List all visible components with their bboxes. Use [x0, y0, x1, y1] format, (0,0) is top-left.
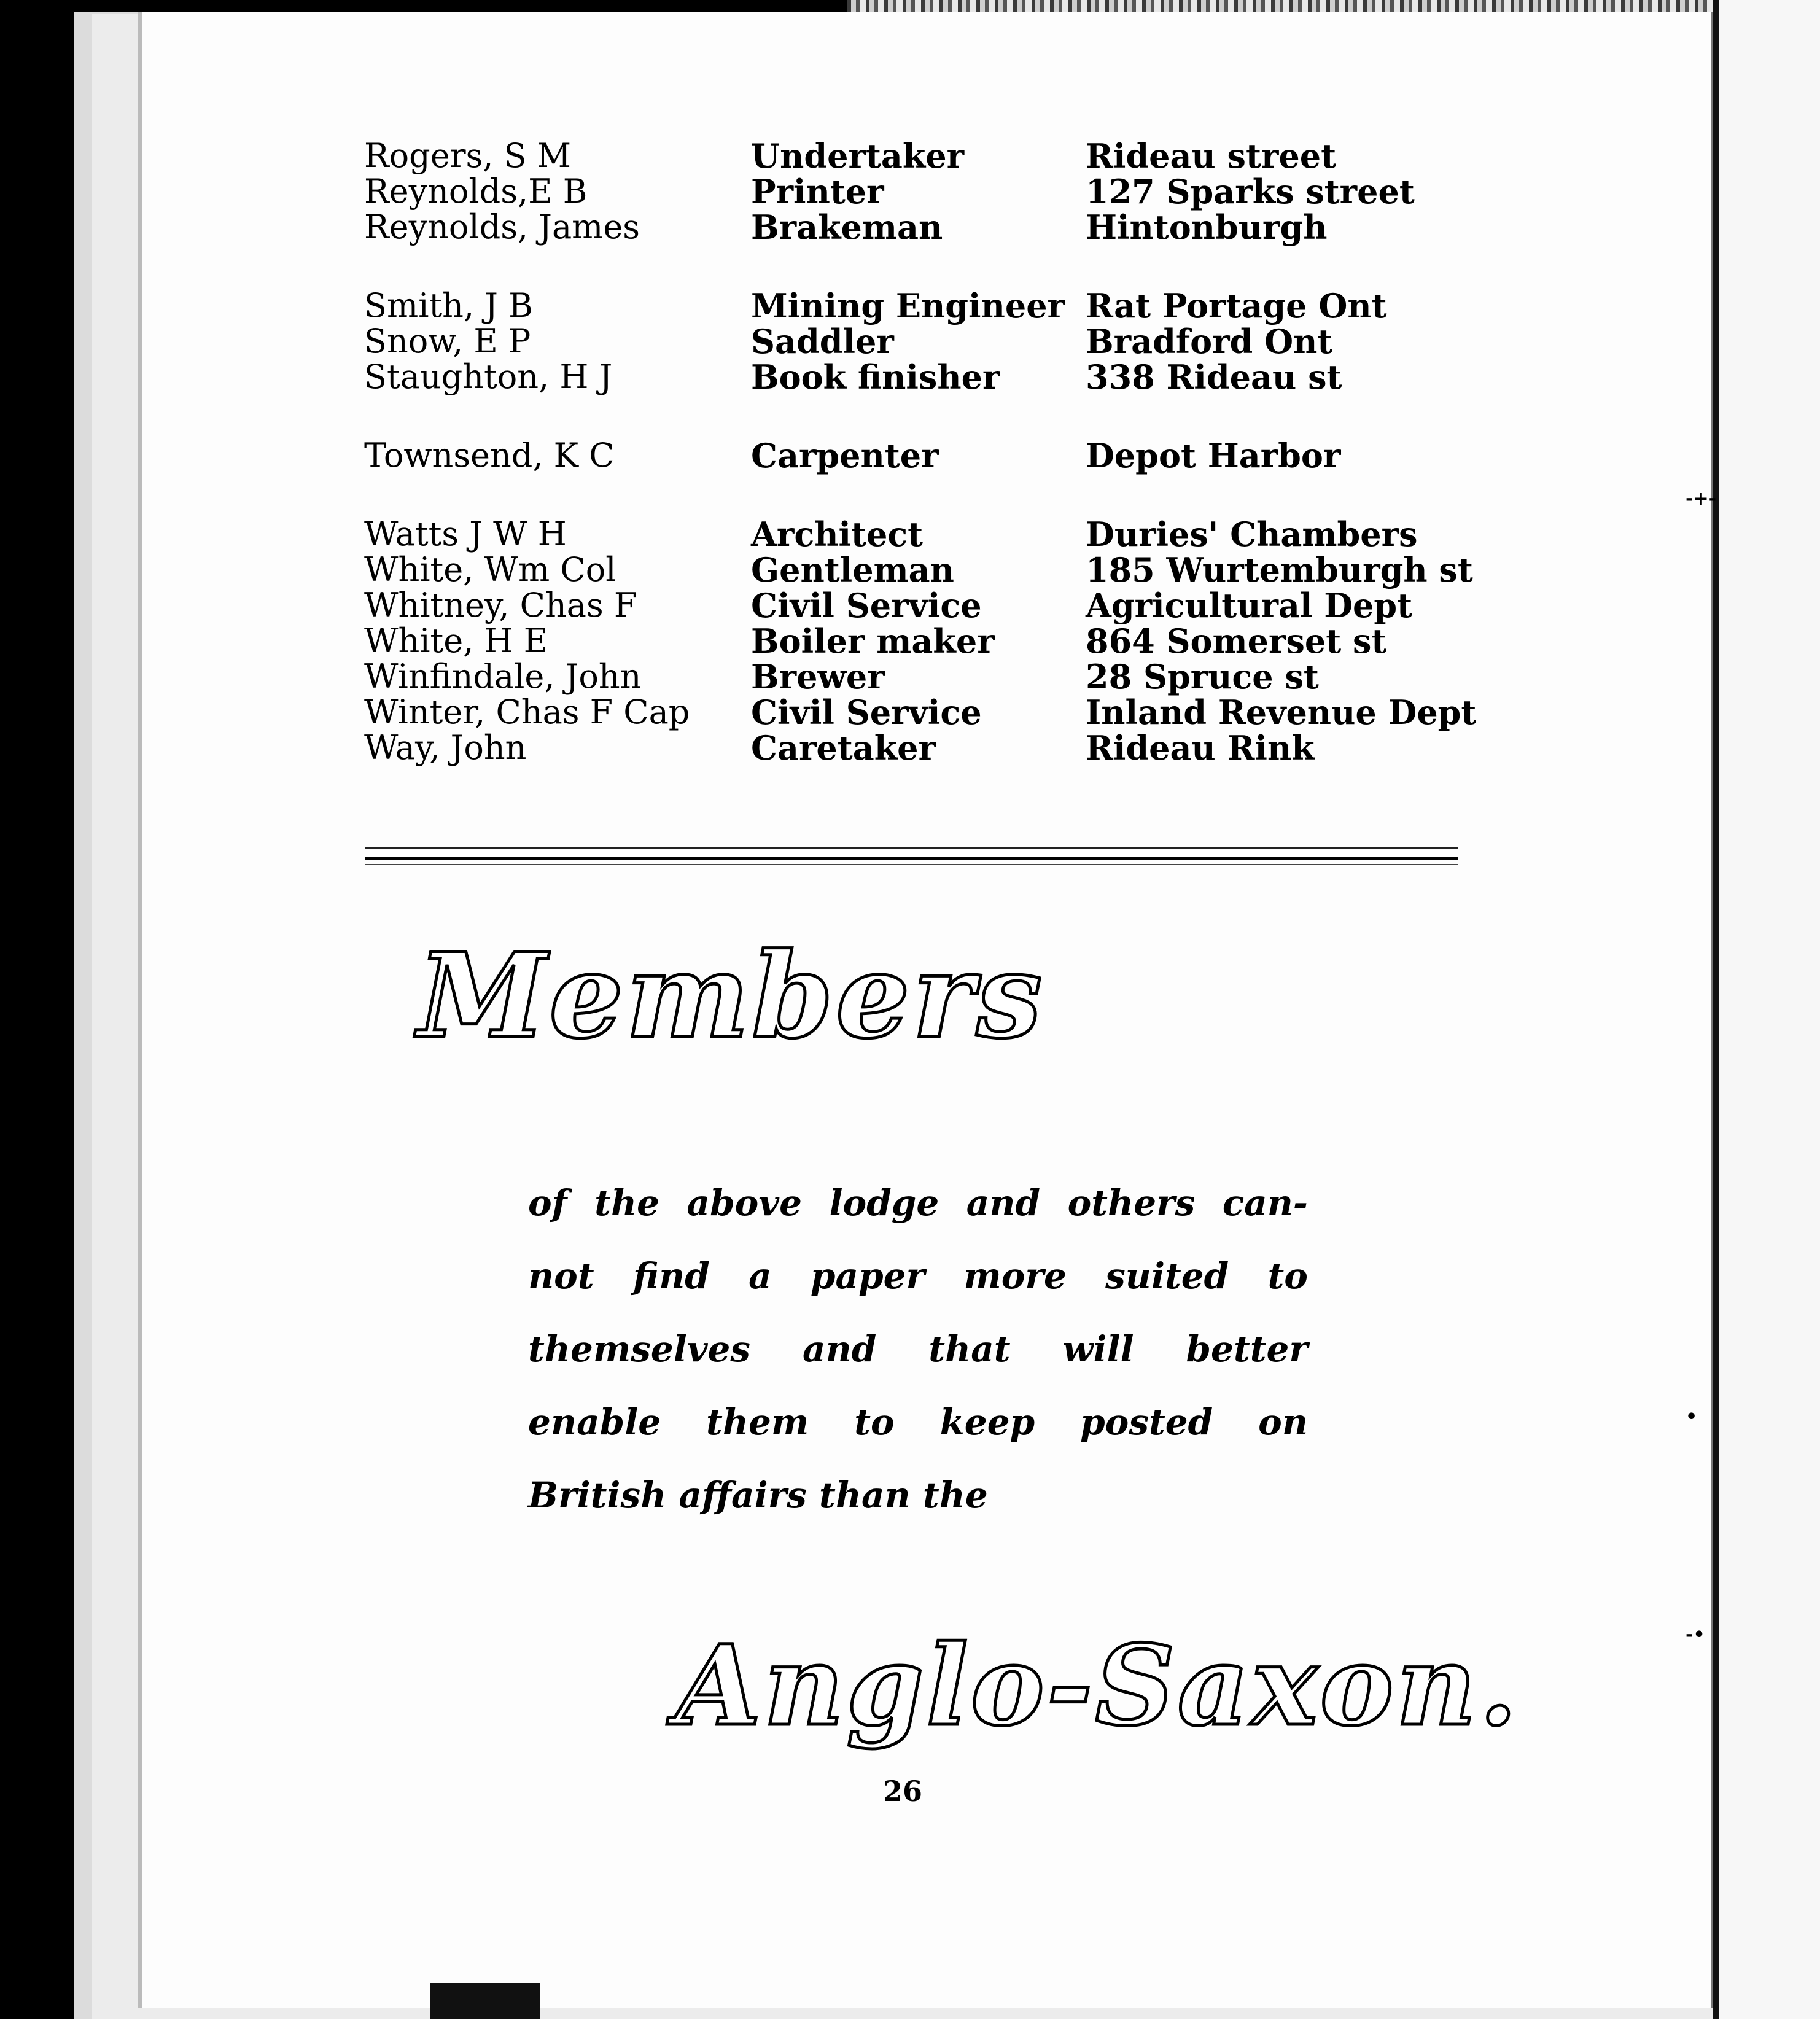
page-number: 26 [882, 1775, 922, 1808]
directory-group-s [364, 288, 1482, 395]
member-occupation: Civil Service [751, 586, 982, 625]
scan-edge-top [847, 0, 1820, 14]
newspaper-title: Anglo-Saxon. [675, 1621, 1520, 1751]
directory-row [364, 138, 1482, 174]
member-address: 185 Wurtemburgh st [1086, 550, 1473, 589]
adjacent-page-strip [1713, 0, 1820, 2019]
member-occupation: Brewer [751, 657, 885, 696]
member-address: Depot Harbor [1086, 436, 1341, 475]
directory-row [364, 588, 1482, 623]
member-name: Watts J W H [364, 515, 567, 553]
directory-row [364, 516, 1482, 552]
member-name: Snow, E P [364, 322, 531, 360]
advert-line: enable them to keep posted on [528, 1401, 1308, 1443]
directory-group-w [364, 516, 1482, 766]
directory-row [364, 694, 1482, 730]
member-address: Hintonburgh [1086, 208, 1328, 247]
member-occupation: Architect [751, 515, 924, 554]
directory-row [364, 438, 1482, 473]
member-occupation: Gentleman [751, 550, 954, 589]
member-occupation: Book finisher [751, 357, 1000, 397]
directory-row [364, 659, 1482, 694]
member-address: Bradford Ont [1086, 322, 1333, 361]
member-occupation: Carpenter [751, 436, 939, 475]
member-address: Rideau Rink [1086, 728, 1315, 768]
advert-line: not find a paper more suited to [528, 1255, 1308, 1297]
member-address: Inland Revenue Dept [1086, 693, 1477, 732]
divider-rule-double [365, 857, 1458, 865]
advert-line: British affairs than the [528, 1474, 988, 1516]
member-name: Way, John [364, 728, 527, 767]
member-address: Duries' Chambers [1086, 515, 1418, 554]
directory-row [364, 552, 1482, 588]
member-name: Reynolds, James [364, 208, 640, 246]
member-name: Staughton, H J [364, 357, 613, 396]
directory-row [364, 174, 1482, 209]
directory-row [364, 359, 1482, 395]
margin-tick-mark: • [1686, 1406, 1698, 1428]
directory-group-t [364, 438, 1482, 473]
directory-group-r [364, 138, 1482, 245]
advert-heading: Members [418, 927, 1045, 1064]
directory-row [364, 730, 1482, 766]
member-address: 338 Rideau st [1086, 357, 1342, 397]
member-occupation: Undertaker [751, 136, 965, 176]
member-name: Reynolds,E B [364, 172, 588, 211]
divider-rule [365, 847, 1458, 849]
advert-line: of the above lodge and others can- [528, 1182, 1308, 1224]
member-occupation: Saddler [751, 322, 894, 361]
member-address: Rideau street [1086, 136, 1337, 176]
member-occupation: Civil Service [751, 693, 982, 732]
directory-row [364, 209, 1482, 245]
member-address: 864 Somerset st [1086, 621, 1387, 661]
advert-line: themselves and that will better [528, 1328, 1308, 1370]
member-occupation: Caretaker [751, 728, 936, 768]
advert-paragraph [528, 1167, 1308, 1532]
member-address: 127 Sparks street [1086, 172, 1415, 211]
member-address: Agricultural Dept [1086, 586, 1413, 625]
member-name: Whitney, Chas F [364, 586, 637, 624]
margin-tick-mark: -• [1686, 1624, 1705, 1646]
member-address: 28 Spruce st [1086, 657, 1319, 696]
directory-row [364, 324, 1482, 359]
member-occupation: Printer [751, 172, 884, 211]
member-name: Winfindale, John [364, 657, 642, 696]
member-address: Rat Portage Ont [1086, 286, 1387, 325]
member-name: White, H E [364, 621, 548, 660]
member-occupation: Mining Engineer [751, 286, 1065, 325]
directory-row [364, 288, 1482, 324]
member-name: Winter, Chas F Cap [364, 693, 690, 731]
member-occupation: Boiler maker [751, 621, 995, 661]
member-directory [364, 138, 1482, 809]
margin-tick-mark: -+- [1686, 488, 1717, 510]
member-name: Rogers, S M [364, 136, 571, 175]
member-name: Townsend, K C [364, 436, 615, 475]
member-name: White, Wm Col [364, 550, 616, 589]
member-occupation: Brakeman [751, 208, 943, 247]
directory-row [364, 623, 1482, 659]
member-name: Smith, J B [364, 286, 533, 325]
scan-shadow [430, 1983, 540, 2019]
